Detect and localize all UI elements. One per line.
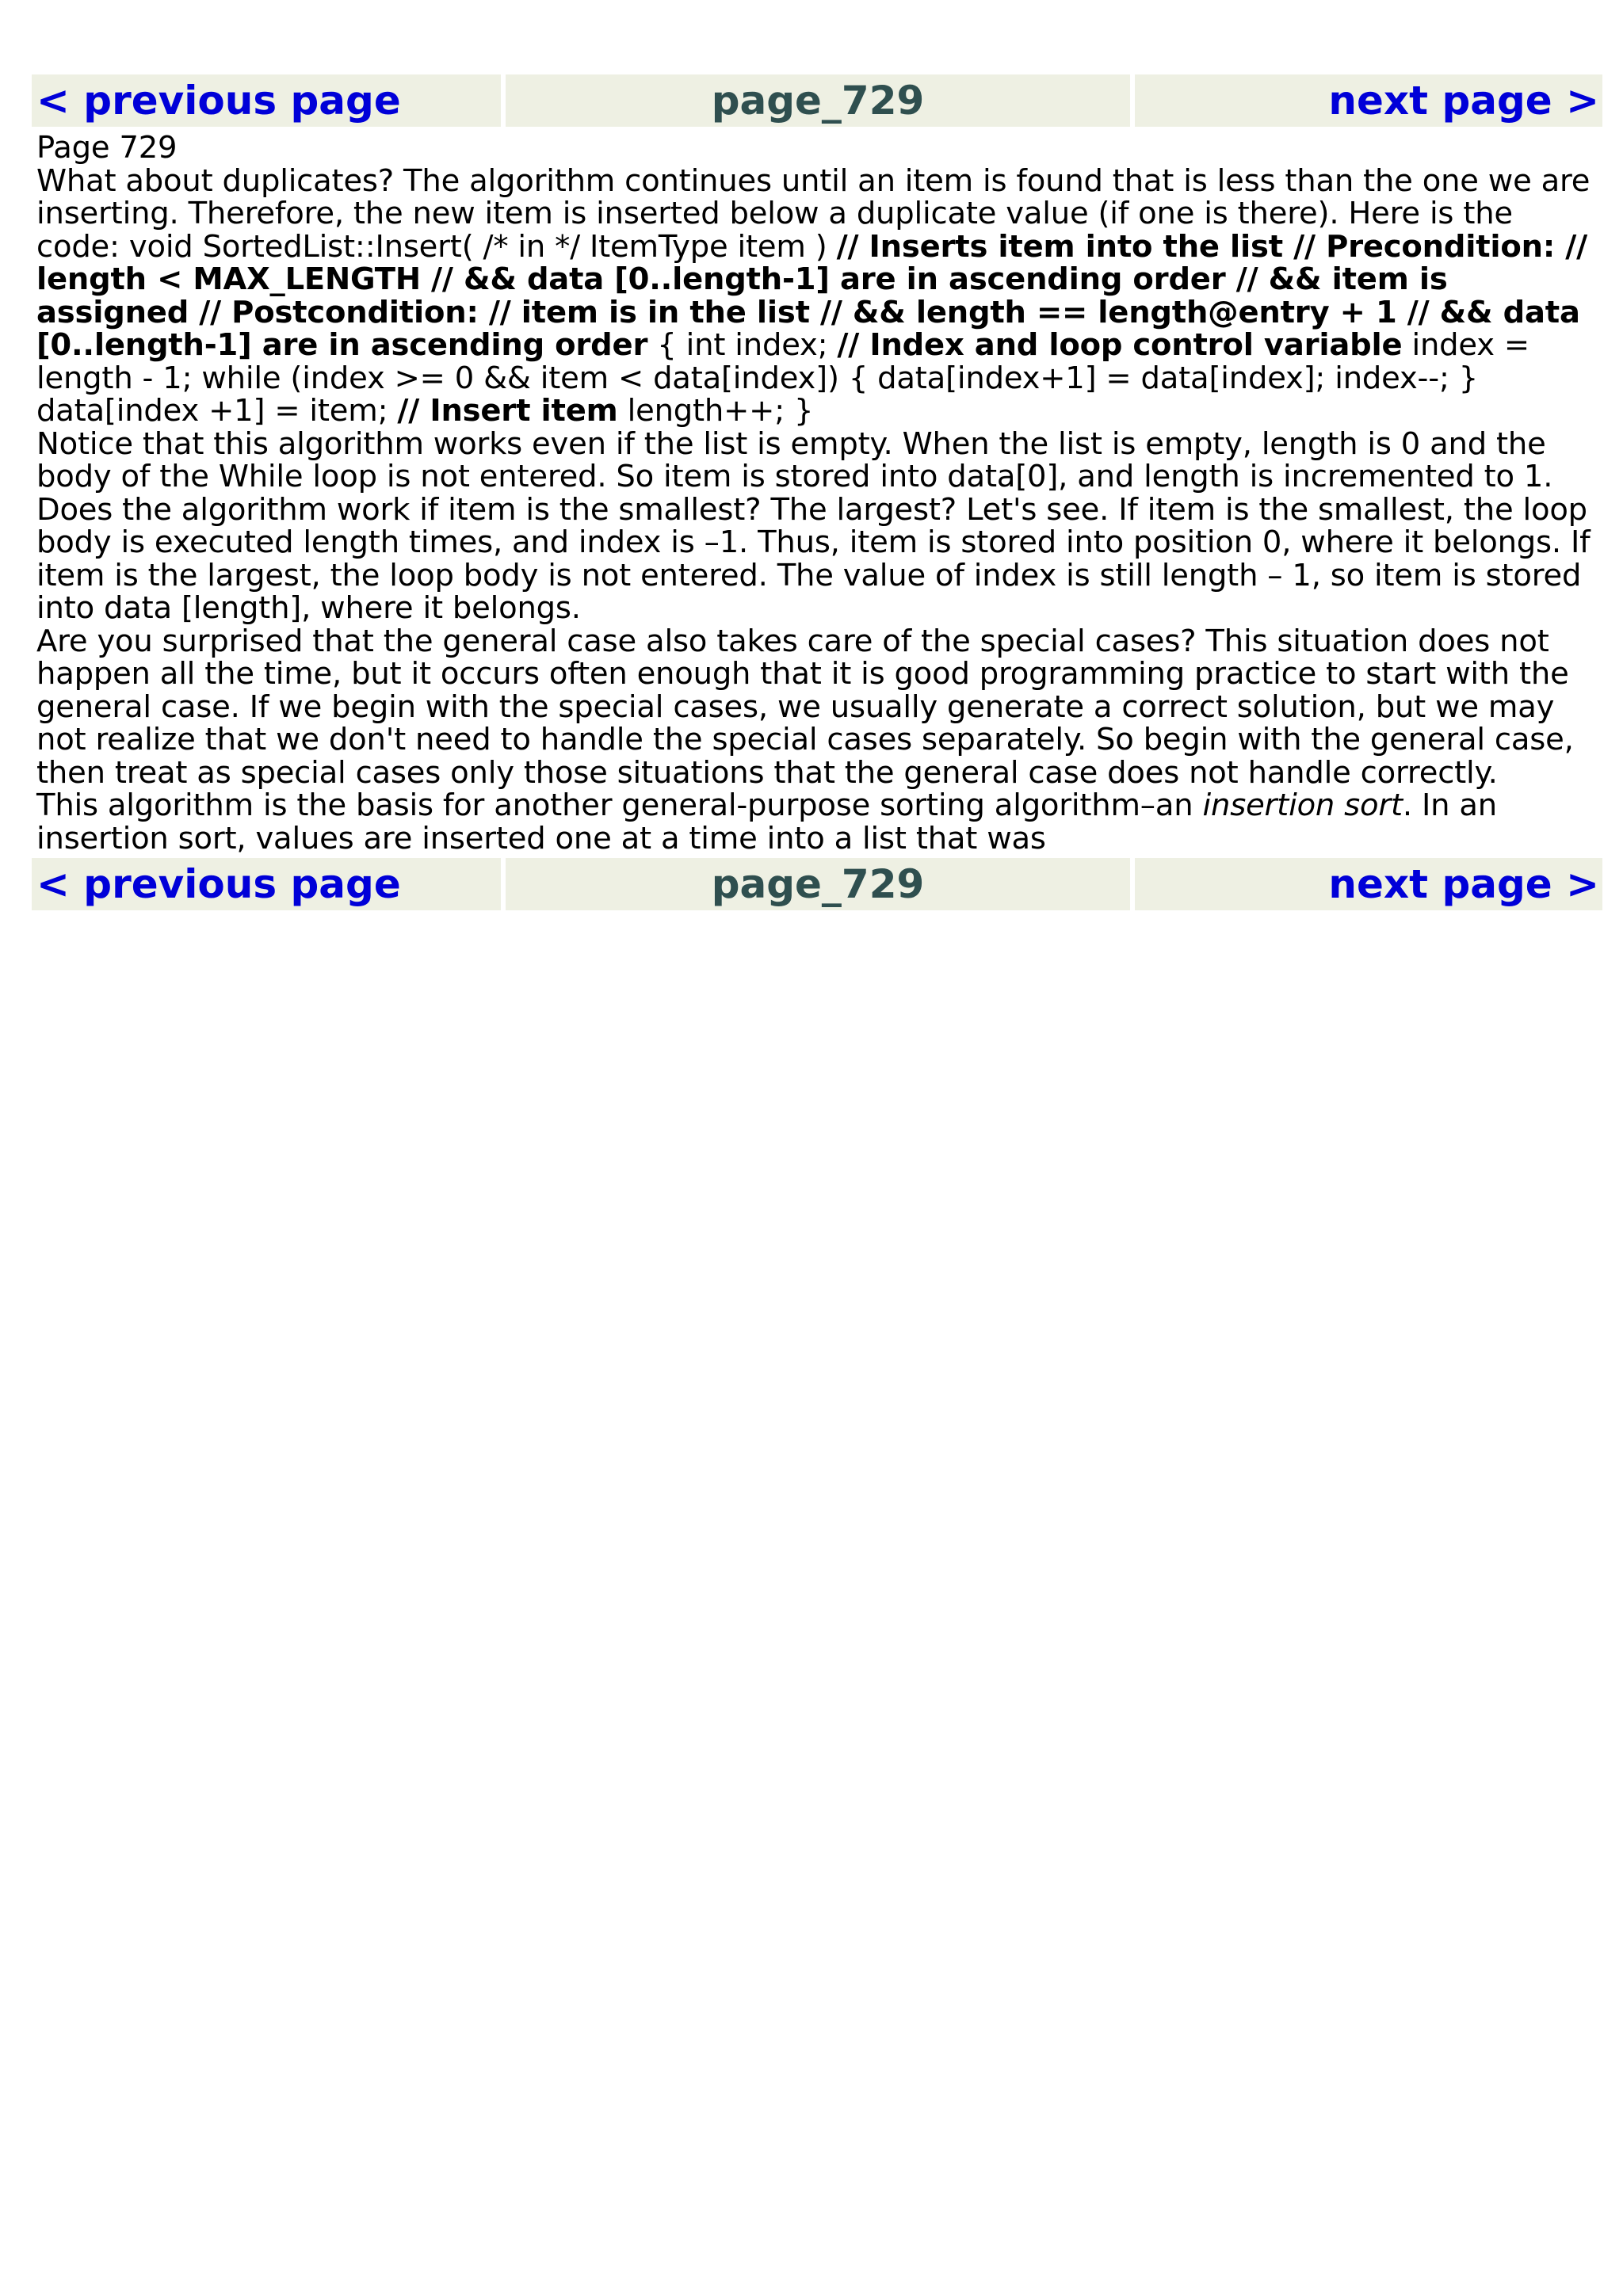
top-next-cell xyxy=(1135,74,1602,127)
bottom-prev-cell xyxy=(32,858,501,910)
top-page-label: page_729 xyxy=(506,74,1130,127)
top-navigation-bar xyxy=(32,74,1602,127)
top-previous-page-link[interactable]: < previous page xyxy=(36,78,401,124)
code-comment-index: // Index and loop control variable xyxy=(837,327,1403,363)
bottom-previous-page-link[interactable]: < previous page xyxy=(36,861,401,907)
body-paragraph-code xyxy=(36,162,1599,429)
body-paragraph-surprised: Are you surprised that the general case also takes care of the special cases? This situation does not happen all the time, but it occurs often enough that it is good programming practice to start with the general case. If we begin with the special cases, we usually generate a correct solution, but we may not realize that we don't need to handle the special cases separately. So begin with the general case, then treat as special cases only those situations that the general case does not handle correctly. xyxy=(36,623,1574,791)
code-comment-insert: // Insert item xyxy=(397,393,618,429)
code-loop: index = length - 1; while (index >= 0 && item < data[index]) { data[index+1] = data[index]; index--; } data[index +1] = item; xyxy=(36,327,1529,429)
code-signature: void SortedList::Insert( /* in */ ItemType item ) xyxy=(128,228,827,265)
code-comment-header: // Inserts item into the list // Precondition: // length < MAX_LENGTH // && data [0..length-1] are in ascending order // && item is assigned // Postcondition: // item is in the list // && length == length@entry + 1 // && data [0..length-1] are in ascending order xyxy=(36,228,1588,363)
bottom-navigation-bar xyxy=(32,858,1602,910)
bottom-next-page-link[interactable]: next page > xyxy=(1328,861,1599,907)
body-paragraph-notice: Notice that this algorithm works even if the list is empty. When the list is empty, length is 0 and the body of the While loop is not entered. So item is stored into data[0], and length is incremented to 1. Does the algorithm work if item is the smallest? The largest? Let's see. If item is the smallest, the loop body is executed length times, and index is –1. Thus, item is stored into position 0, where it belongs. If item is the largest, the loop body is not entered. The value of index is still length – 1, so item is stored into data [length], where it belongs. xyxy=(36,425,1591,626)
body-paragraph-insertion-sort xyxy=(36,789,1599,855)
bottom-next-cell xyxy=(1135,858,1602,910)
code-tail: length++; } xyxy=(627,393,814,429)
code-declaration: { int index; xyxy=(657,327,828,363)
insertion-text-start: This algorithm is the basis for another general-purpose sorting algorithm–an xyxy=(36,788,1193,823)
page-container xyxy=(32,74,1602,910)
insertion-text-end: . In an insertion sort, values are inserted one at a time into a list that was xyxy=(36,788,1497,856)
top-next-page-link[interactable]: next page > xyxy=(1328,78,1599,124)
insertion-sort-term: insertion sort xyxy=(1202,788,1403,823)
top-prev-cell xyxy=(32,74,501,127)
intro-text: What about duplicates? The algorithm continues until an item is found that is less than the one we are inserting. Therefore, the new item is inserted below a duplicate value (if one is there). Here is the code: xyxy=(36,162,1591,265)
page-number: Page 729 xyxy=(36,130,178,166)
page-content xyxy=(32,127,1602,858)
bottom-page-label: page_729 xyxy=(506,858,1130,910)
